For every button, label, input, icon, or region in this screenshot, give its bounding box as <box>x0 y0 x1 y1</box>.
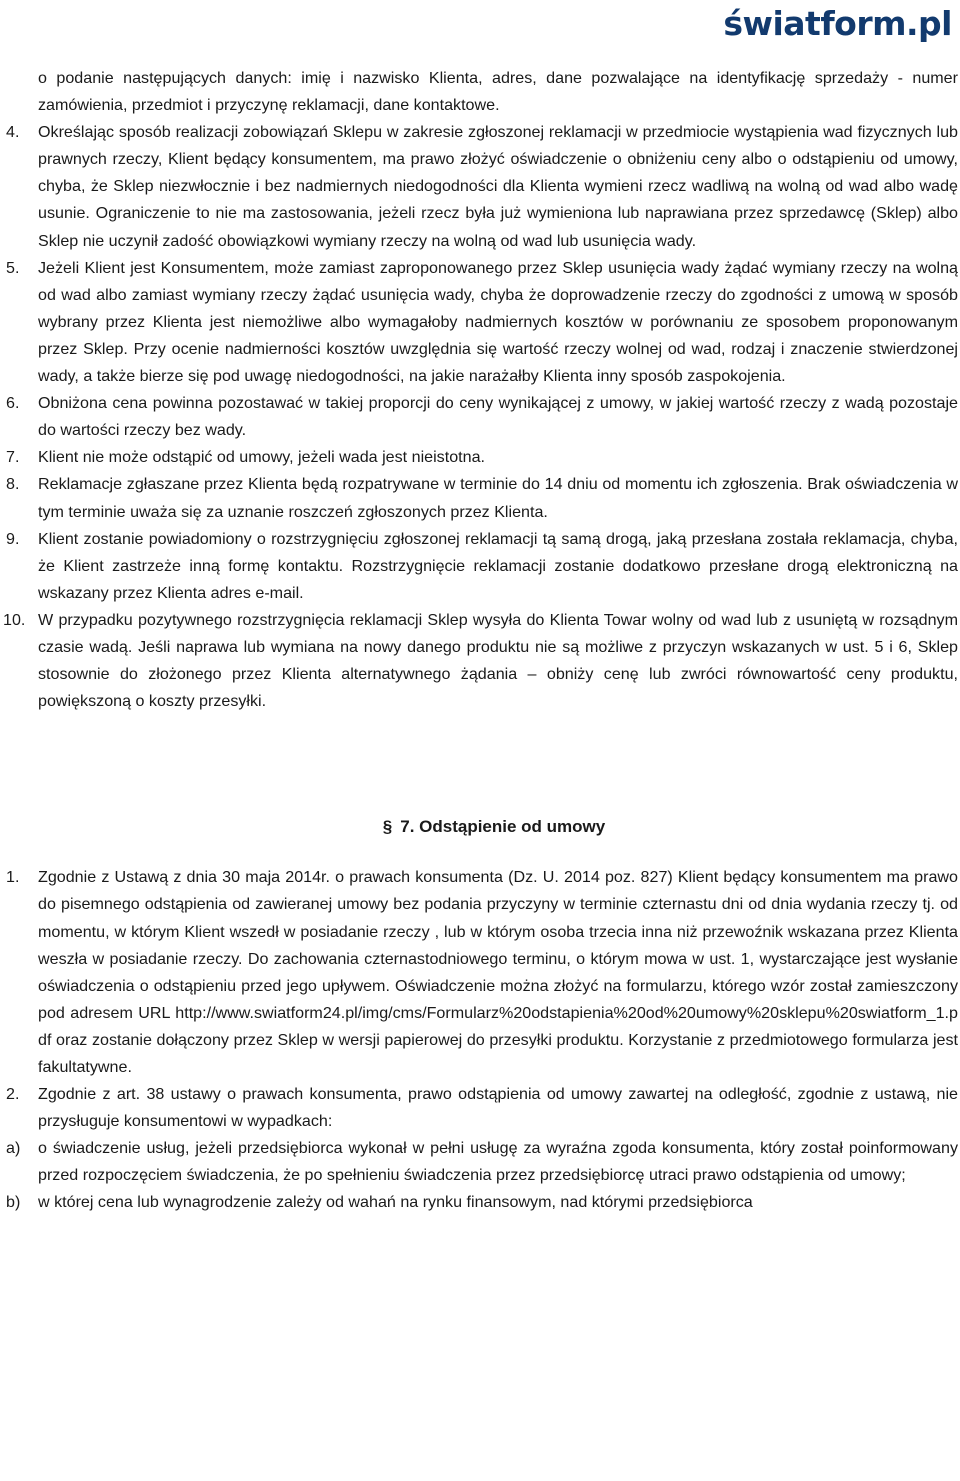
list-item-text: Określając sposób realizacji zobowiązań Sklepu w zakresie zgłoszonej reklamacji w przedmiocie wystąpienia wad fizycznych lub prawnych rzeczy, Klient będący konsumentem, ma prawo złożyć oświadczenie o obniżeniu ceny albo o odstąpieniu od umowy, chyba, że Sklep niezwłocznie i bez nadmiernych niedogodności dla Klienta wymieni rzecz wadliwą na wolną od wad albo wadę usunie. Ograniczenie to nie ma zastosowania, jeżeli rzecz była już wymieniona lub naprawiana przez sprzedawcę (Sklep) albo Sklep nie uczynił zadość obowiązkowi wymiany rzeczy na wolną od wad lub usunięcia wady. <box>38 123 958 250</box>
sub-list-item-letter: a) <box>6 1139 21 1158</box>
list-item-text-continued: oraz zostanie dołączony przez Sklep w wersji papierowej do przesyłki produktu. Korzystanie z przedmiotowego formularza jest fakultatywne. <box>38 1030 958 1076</box>
list-item <box>0 526 958 607</box>
list-item-number: 7. <box>6 448 20 467</box>
list-item-text: Obniżona cena powinna pozostawać w takiej proporcji do ceny wynikającej z umowy, w jakiej wartość rzeczy z wadą pozostaje do wartości rzeczy bez wady. <box>38 394 958 440</box>
list-item-text: Klient zostanie powiadomiony o rozstrzygnięciu zgłoszonej reklamacji tą samą drogą, jaką przesłana została reklamacja, chyba, że Klient zastrzeże inną formę kontaktu. Rozstrzygnięcie reklamacji zostanie dodatkowo przesłane drogą elektroniczną na wskazany przez Klienta adres e-mail. <box>38 529 958 602</box>
list-item-number: 1. <box>6 868 20 887</box>
list-item <box>0 444 958 471</box>
section-symbol: § <box>382 817 393 837</box>
list-item-number: 6. <box>6 394 20 413</box>
section-heading-text: 7. Odstąpienie od umowy <box>400 817 606 837</box>
list-item <box>0 607 958 715</box>
list-item <box>0 1081 958 1135</box>
list-item-number: 8. <box>6 475 20 494</box>
list-item-number: 9. <box>6 529 20 548</box>
list-item-text: Zgodnie z Ustawą z dnia 30 maja 2014r. o prawach konsumenta (Dz. U. 2014 poz. 827) Klient będący konsumentem ma prawo do pisemnego odstąpienia od zawieranej umowy bez podania przyczyny w terminie czternastu dni od dnia wydania rzeczy tj. od momentu, w którym Klient wszedł w posiadanie rzeczy , lub w którym osoba trzecia inna niż przewoźnik wskazana przez Klienta weszła w posiadanie rzeczy. Do zachowania czternastodniowego terminu, o którym mowa w ust. 1, wystarczające jest wysłanie oświadczenia o odstąpieniu przed jego upływem. Oświadczenie można złożyć na formularzu, którego wzór został zamieszczony pod adresem URL <box>38 868 958 1022</box>
document-body <box>0 65 958 1217</box>
list-item-text: Jeżeli Klient jest Konsumentem, może zamiast zaproponowanego przez Sklep usunięcia wady żądać wymiany rzeczy na wolną od wad albo zamiast wymiany rzeczy żądać usunięcia wady, chyba że doprowadzenie rzeczy do zgodności z umową w sposób wybrany przez Klienta jest niemożliwe albo wymagałoby nadmiernych kosztów w porównaniu ze sposobem proponowanym przez Sklep. Przy ocenie nadmierności kosztów uwzględnia się wartość rzeczy wolnej od wad, rodzaj i znaczenie stwierdzonej wady, a także bierze się pod uwagę niedogodności, na jakie narażałby Klienta inny sposób zaspokojenia. <box>38 258 958 386</box>
list-item <box>0 255 958 390</box>
brand-logo: światform.pl <box>723 4 952 43</box>
list-item-number: 2. <box>6 1085 20 1104</box>
sub-list-item-text: w której cena lub wynagrodzenie zależy od wahań na rynku finansowym, nad którymi przedsiębiorca <box>38 1193 753 1212</box>
list-item-number: 10. <box>3 610 26 629</box>
list-item-text: Reklamacje zgłaszane przez Klienta będą rozpatrywane w terminie do 14 dniu od momentu ich zgłoszenia. Brak oświadczenia w tym terminie uważa się za uznanie roszczeń zgłoszonych przez Klienta. <box>38 475 958 521</box>
list-item-text: Klient nie może odstąpić od umowy, jeżeli wada jest nieistotna. <box>38 448 485 467</box>
list-item-number: 4. <box>6 123 20 142</box>
section-heading <box>0 813 958 840</box>
sub-list-item-letter: b) <box>6 1193 21 1212</box>
sub-list-item-text: o świadczenie usług, jeżeli przedsiębiorca wykonał w pełni usługę za wyraźna zgoda konsumenta, który został poinformowany przed rozpoczęciem świadczenia, że po spełnieniu świadczenia przez przedsiębiorcę utraci prawo odstąpienia od umowy; <box>38 1139 958 1185</box>
form-url-link[interactable]: http://www.swiatform24.pl/img/cms/Formularz%20odstapienia%20od%20umowy%20sklepu%20swiatform_1.pdf <box>38 1003 958 1049</box>
sub-list-item <box>0 1135 958 1189</box>
sub-list-item <box>0 1189 958 1216</box>
list-item <box>0 864 958 1081</box>
list-item-number: 5. <box>6 258 20 277</box>
list-item <box>0 471 958 525</box>
list-item <box>0 390 958 444</box>
continuation-paragraph: o podanie następujących danych: imię i nazwisko Klienta, adres, dane pozwalające na identyfikację sprzedaży - numer zamówienia, przedmiot i przyczynę reklamacji, dane kontaktowe. <box>38 69 958 115</box>
list-item-text: W przypadku pozytywnego rozstrzygnięcia reklamacji Sklep wysyła do Klienta Towar wolny od wad lub z usuniętą w rozsądnym czasie wadą. Jeśli naprawa lub wymiana na nowy danego produktu nie są możliwe z przyczyn wskazanych w ust. 5 i 6, Sklep stosownie do złożonego przez Klienta alternatywnego żądania – obniży cenę lub zwróci równowartość ceny produktu, powiększoną o koszty przesyłki. <box>38 610 958 711</box>
list-item <box>0 119 958 254</box>
list-item-text: Zgodnie z art. 38 ustawy o prawach konsumenta, prawo odstąpienia od umowy zawartej na odległość, zgodnie z ustawą, nie przysługuje konsumentowi w wypadkach: <box>38 1085 958 1131</box>
